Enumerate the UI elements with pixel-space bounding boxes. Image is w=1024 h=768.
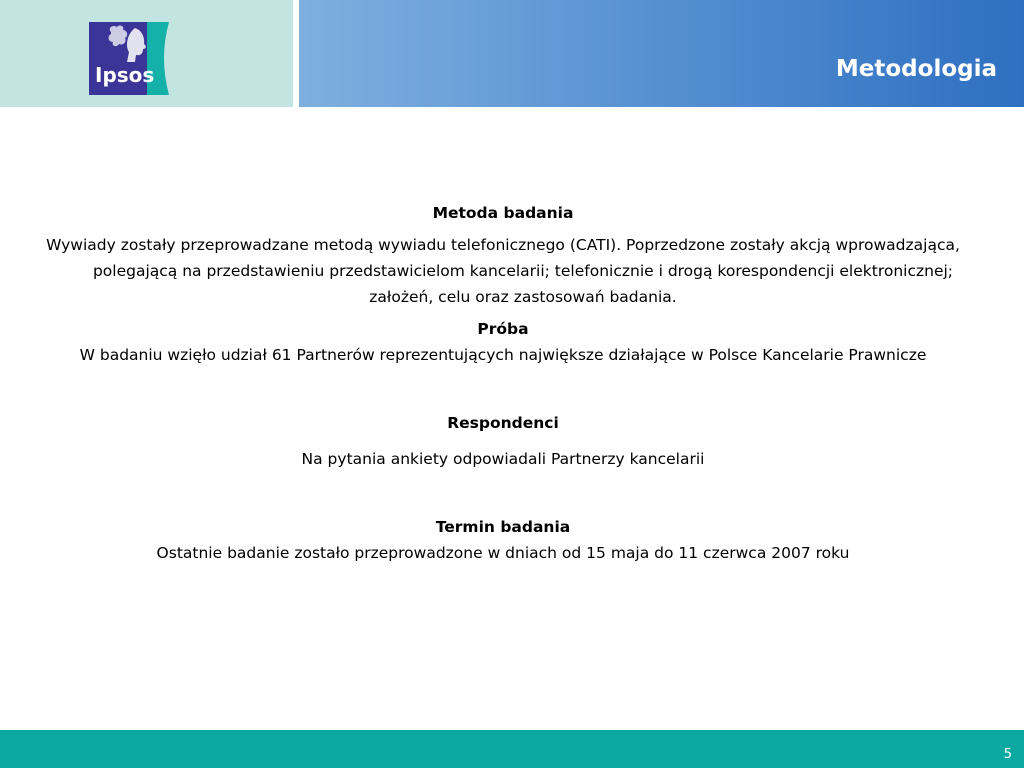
svg-text:Ipsos: Ipsos bbox=[95, 63, 155, 87]
slide-title: Metodologia bbox=[835, 56, 997, 82]
section-text: W badaniu wzięło udział 61 Partnerów reprezentujących największe działające w Polsce Kancelarie Prawnicze bbox=[79, 346, 927, 364]
section-heading: Próba bbox=[477, 320, 529, 338]
section-heading: Respondenci bbox=[447, 414, 559, 432]
methodology-content bbox=[30, 200, 976, 566]
ipsos-logo bbox=[89, 22, 169, 95]
header-title-bar bbox=[299, 0, 1024, 107]
section-heading: Termin badania bbox=[435, 518, 571, 536]
footer-bar bbox=[0, 730, 1024, 768]
section-heading: Metoda badania bbox=[432, 204, 574, 222]
section-text: Ostatnie badanie zostało przeprowadzone w dniach od 15 maja do 11 czerwca 2007 roku bbox=[156, 544, 850, 562]
section-text: Wywiady zostały przeprowadzane metodą wywiadu telefonicznego (CATI). Poprzedzone zostały akcją wprowadzająca, polegającą na przedstawieniu przedstawicielom kancelarii; telefonicznie i drogą korespondencji elektronicznej; założeń, celu oraz zastosowań badania. bbox=[46, 236, 960, 306]
section-text: Na pytania ankiety odpowiadali Partnerzy kancelarii bbox=[301, 450, 705, 468]
page-number: 5 bbox=[1003, 747, 1012, 762]
